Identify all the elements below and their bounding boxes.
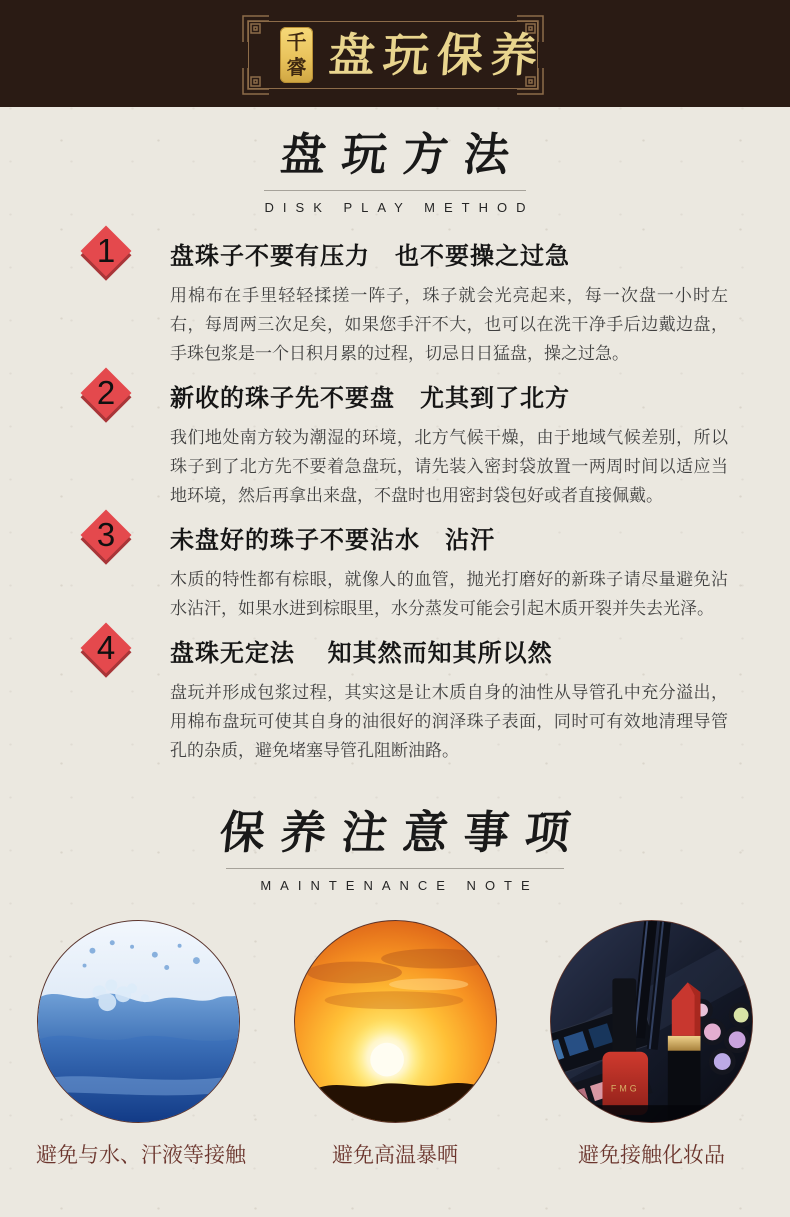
number-badge: [81, 623, 132, 674]
note-caption: 避免接触化妆品: [578, 1144, 725, 1167]
maintenance-notes: [0, 894, 790, 1169]
header-frame: [248, 21, 547, 89]
water-splash-image: [37, 920, 240, 1123]
item-heading: 新收的珠子先不要盘 尤其到了北方: [170, 385, 570, 412]
badge-number: 2: [96, 374, 116, 411]
section-maintenance-head: [0, 779, 790, 894]
number-badge: [81, 510, 132, 561]
item-heading: 未盘好的珠子不要沾水 沾汗: [170, 527, 495, 554]
method-item-4: [0, 629, 790, 765]
divider-line: [264, 190, 526, 191]
note-avoid-sunlight: [293, 920, 498, 1169]
header-banner: [0, 0, 790, 107]
section-method: [0, 107, 790, 765]
section-subtitle: MAINTENANCE NOTE: [260, 878, 539, 893]
brand-seal-char-bottom: 睿: [286, 55, 307, 79]
svg-text:FMG: FMG: [610, 1083, 640, 1094]
item-heading: 盘珠子不要有压力 也不要操之过急: [170, 243, 570, 270]
item-body: 我们地处南方较为潮湿的环境，北方气候干燥，由于地域气候差别，所以珠子到了北方先不要着急盘玩，请先装入密封袋放置一两周时间以适应当地环境，然后再拿出来盘，不盘时也用密封袋包好或者直接佩戴。: [170, 428, 728, 505]
badge-number: 4: [96, 629, 116, 666]
item-heading: 盘珠无定法 知其然而知其所以然: [170, 640, 553, 667]
method-items: [0, 216, 790, 765]
item-body: 盘玩并形成包浆过程，其实这是让木质自身的油性从导管孔中充分溢出，用棉布盘玩可使其自身的油很好的润泽珠子表面，同时可有效地清理导管孔的杂质，避免堵塞导管孔阻断油路。: [170, 683, 728, 760]
section-method-head: [0, 107, 790, 216]
note-caption: 避免与水、汗液等接触: [36, 1144, 246, 1167]
badge-number: 1: [96, 232, 116, 269]
brand-seal: [280, 27, 313, 83]
method-item-2: [0, 374, 790, 510]
corner-fret-icon: [240, 67, 270, 97]
sunset-image: [294, 920, 497, 1123]
item-body: 用棉布在手里轻轻揉搓一阵子，珠子就会光亮起来，每一次盘一小时左右，每周两三次足矣，如果您手汗不大，也可以在洗干净手后边戴边盘，手珠包浆是一个日积月累的过程，切忌日日猛盘，操之过急。: [170, 286, 728, 363]
section-title: 盘玩方法: [278, 128, 528, 181]
section-subtitle: DISK PLAY METHOD: [264, 200, 535, 215]
badge-number: 3: [96, 516, 116, 553]
divider-line: [226, 868, 564, 869]
number-badge: [81, 226, 132, 277]
section-maintenance: [0, 779, 790, 1169]
method-item-3: [0, 516, 790, 623]
note-avoid-cosmetics: [549, 920, 754, 1169]
method-item-1: [0, 232, 790, 368]
note-avoid-water: [36, 920, 246, 1169]
cosmetics-image: [550, 920, 753, 1123]
header-title: 盘玩保养: [327, 28, 547, 82]
item-body: 木质的特性都有棕眼，就像人的血管，抛光打磨好的新珠子请尽量避免沾水沾汗，如果水进到棕眼里，水分蒸发可能会引起木质开裂并失去光泽。: [170, 570, 728, 618]
corner-fret-icon: [240, 13, 270, 43]
number-badge: [81, 368, 132, 419]
section-title: 保养注意事项: [217, 806, 589, 859]
note-caption: 避免高温暴晒: [332, 1144, 458, 1167]
brand-seal-char-top: 千: [286, 30, 307, 54]
